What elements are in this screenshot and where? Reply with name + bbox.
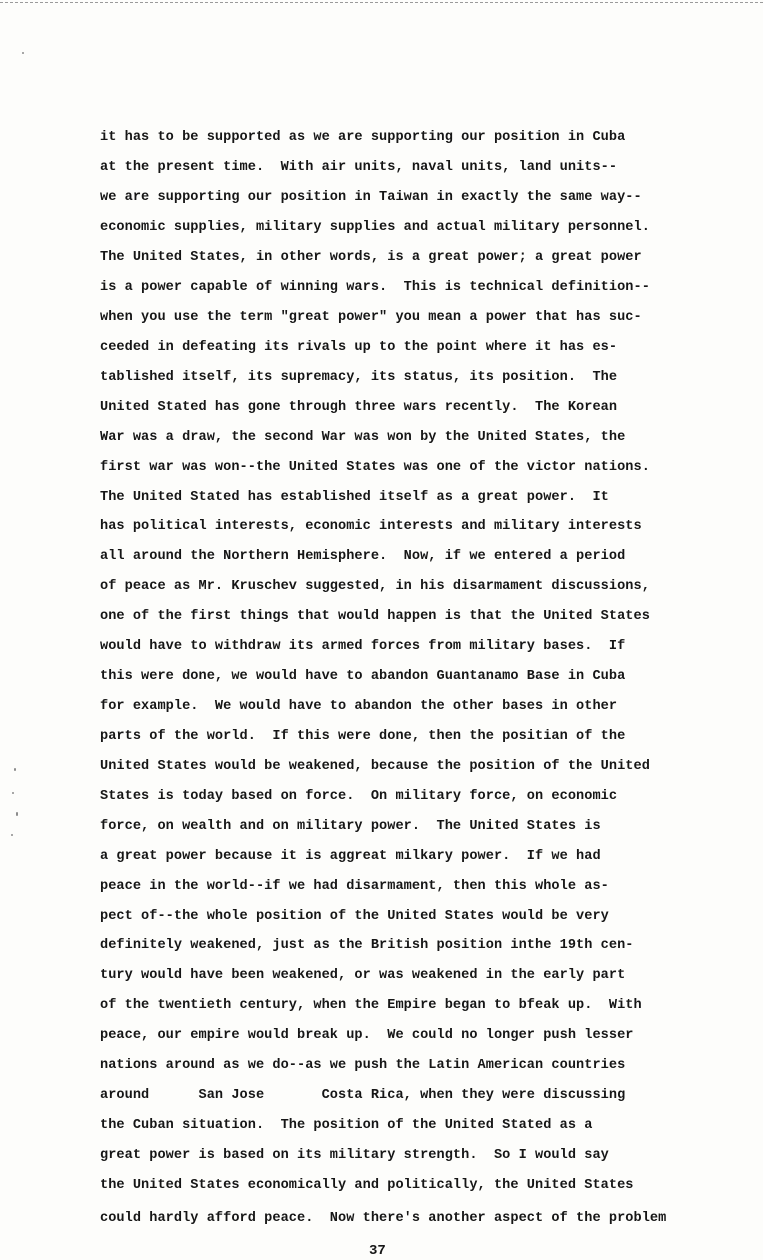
text-line: it has to be supported as we are supporting our position in Cuba: [100, 130, 626, 145]
text-line: a great power because it is aggreat milkary power. If we had: [100, 849, 601, 864]
text-line: of the twentieth century, when the Empire began to bfeak up. With: [100, 998, 642, 1013]
page-top-edge: [0, 2, 763, 3]
text-line: tablished itself, its supremacy, its status, its position. The: [100, 370, 618, 385]
text-line: when you use the term "great power" you mean a power that has suc-: [100, 310, 642, 325]
text-line: first war was won--the United States was one of the victor nations.: [100, 460, 650, 475]
text-line: of peace as Mr. Kruschev suggested, in his disarmament discussions,: [100, 579, 650, 594]
page-number: 37: [369, 1243, 386, 1259]
text-line: The United Stated has established itself as a great power. It: [100, 490, 609, 505]
text-line: ceeded in defeating its rivals up to the point where it has es-: [100, 340, 618, 355]
scan-speck: [14, 768, 16, 771]
text-line: peace, our empire would break up. We could no longer push lesser: [100, 1028, 634, 1043]
text-line: tury would have been weakened, or was weakened in the early part: [100, 968, 626, 983]
text-line: at the present time. With air units, naval units, land units--: [100, 160, 618, 175]
text-line: the Cuban situation. The position of the United Stated as a: [100, 1118, 593, 1133]
text-line: would have to withdraw its armed forces from military bases. If: [100, 639, 626, 654]
text-line: pect of--the whole position of the United States would be very: [100, 909, 609, 924]
text-line: States is today based on force. On military force, on economic: [100, 789, 618, 804]
text-line: United States would be weakened, because the position of the United: [100, 759, 650, 774]
scan-speck: [16, 812, 18, 816]
text-line: we are supporting our position in Taiwan in exactly the same way--: [100, 190, 642, 205]
text-line: could hardly afford peace. Now there's another aspect of the problem: [100, 1211, 667, 1226]
text-line: one of the first things that would happen is that the United States: [100, 609, 650, 624]
text-line: parts of the world. If this were done, then the positian of the: [100, 729, 626, 744]
text-line: peace in the world--if we had disarmament, then this whole as-: [100, 879, 609, 894]
text-line: definitely weakened, just as the British position inthe 19th cen-: [100, 938, 634, 953]
scan-speck: [11, 834, 13, 836]
text-line: The United States, in other words, is a great power; a great power: [100, 250, 642, 265]
text-line: all around the Northern Hemisphere. Now, if we entered a period: [100, 549, 626, 564]
scan-speck: [22, 52, 24, 54]
text-line: the United States economically and politically, the United States: [100, 1178, 634, 1193]
text-line: force, on wealth and on military power. The United States is: [100, 819, 601, 834]
text-line: this were done, we would have to abandon Guantanamo Base in Cuba: [100, 669, 626, 684]
text-line: around San Jose Costa Rica, when they were discussing: [100, 1088, 626, 1103]
text-line: United Stated has gone through three wars recently. The Korean: [100, 400, 618, 415]
text-line: great power is based on its military strength. So I would say: [100, 1148, 609, 1163]
text-line: nations around as we do--as we push the Latin American countries: [100, 1058, 626, 1073]
text-line: War was a draw, the second War was won by the United States, the: [100, 430, 626, 445]
text-line: has political interests, economic interests and military interests: [100, 519, 642, 534]
text-line: for example. We would have to abandon the other bases in other: [100, 699, 618, 714]
scan-speck: [12, 792, 14, 794]
text-line: economic supplies, military supplies and actual military personnel.: [100, 220, 650, 235]
text-line: is a power capable of winning wars. This is technical definition--: [100, 280, 650, 295]
